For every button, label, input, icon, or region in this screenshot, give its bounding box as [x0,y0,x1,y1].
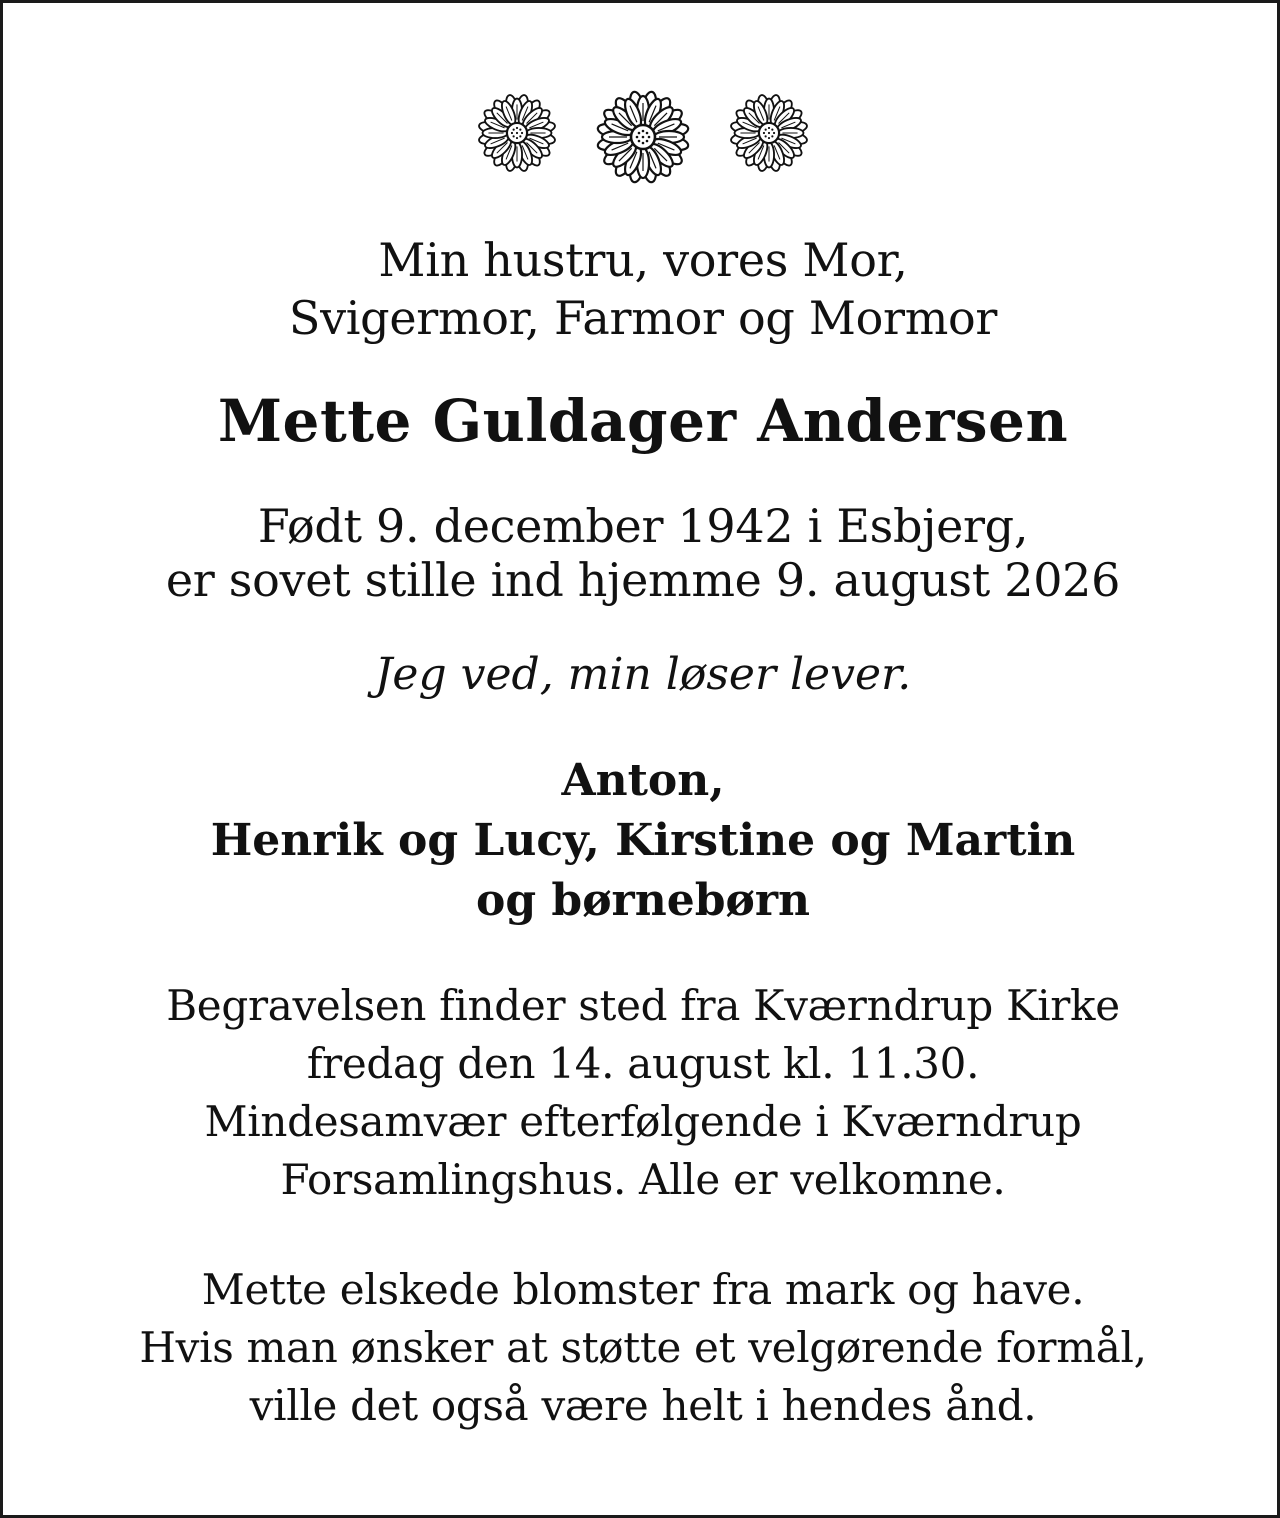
flowers-note-line-2: Hvis man ønsker at støtte et velgørende formål, [139,1323,1147,1372]
flowers-note-line-3: ville det også være helt i hendes ånd. [249,1381,1037,1430]
family-line-1: Anton, [561,755,725,806]
deceased-name: Mette Guldager Andersen [217,387,1069,455]
daisy-flower-icon [475,91,559,175]
flower-decoration [3,87,1280,193]
intro-line-2: Svigermor, Farmor og Mormor [288,291,998,345]
death-line: er sovet stille ind hjemme 9. august 2026 [165,553,1121,607]
family-line-3: og børnebørn [476,875,810,926]
funeral-line-1: Begravelsen finder sted fra Kværndrup Kirke [166,981,1120,1030]
funeral-line-4: Forsamlingshus. Alle er velkomne. [280,1155,1006,1204]
birth-line: Født 9. december 1942 i Esbjerg, [257,499,1029,553]
daisy-flower-icon [727,91,811,175]
funeral-line-2: fredag den 14. august kl. 11.30. [306,1039,980,1088]
family-line-2: Henrik og Lucy, Kirstine og Martin [210,815,1076,866]
funeral-line-3: Mindesamvær efterfølgende i Kværndrup [204,1097,1082,1146]
daisy-flower-icon [593,87,693,187]
intro-line-1: Min hustru, vores Mor, [378,233,908,287]
flowers-note-line-1: Mette elskede blomster fra mark og have. [201,1265,1085,1314]
quote-text: Jeg ved, min løser lever. [374,649,912,700]
